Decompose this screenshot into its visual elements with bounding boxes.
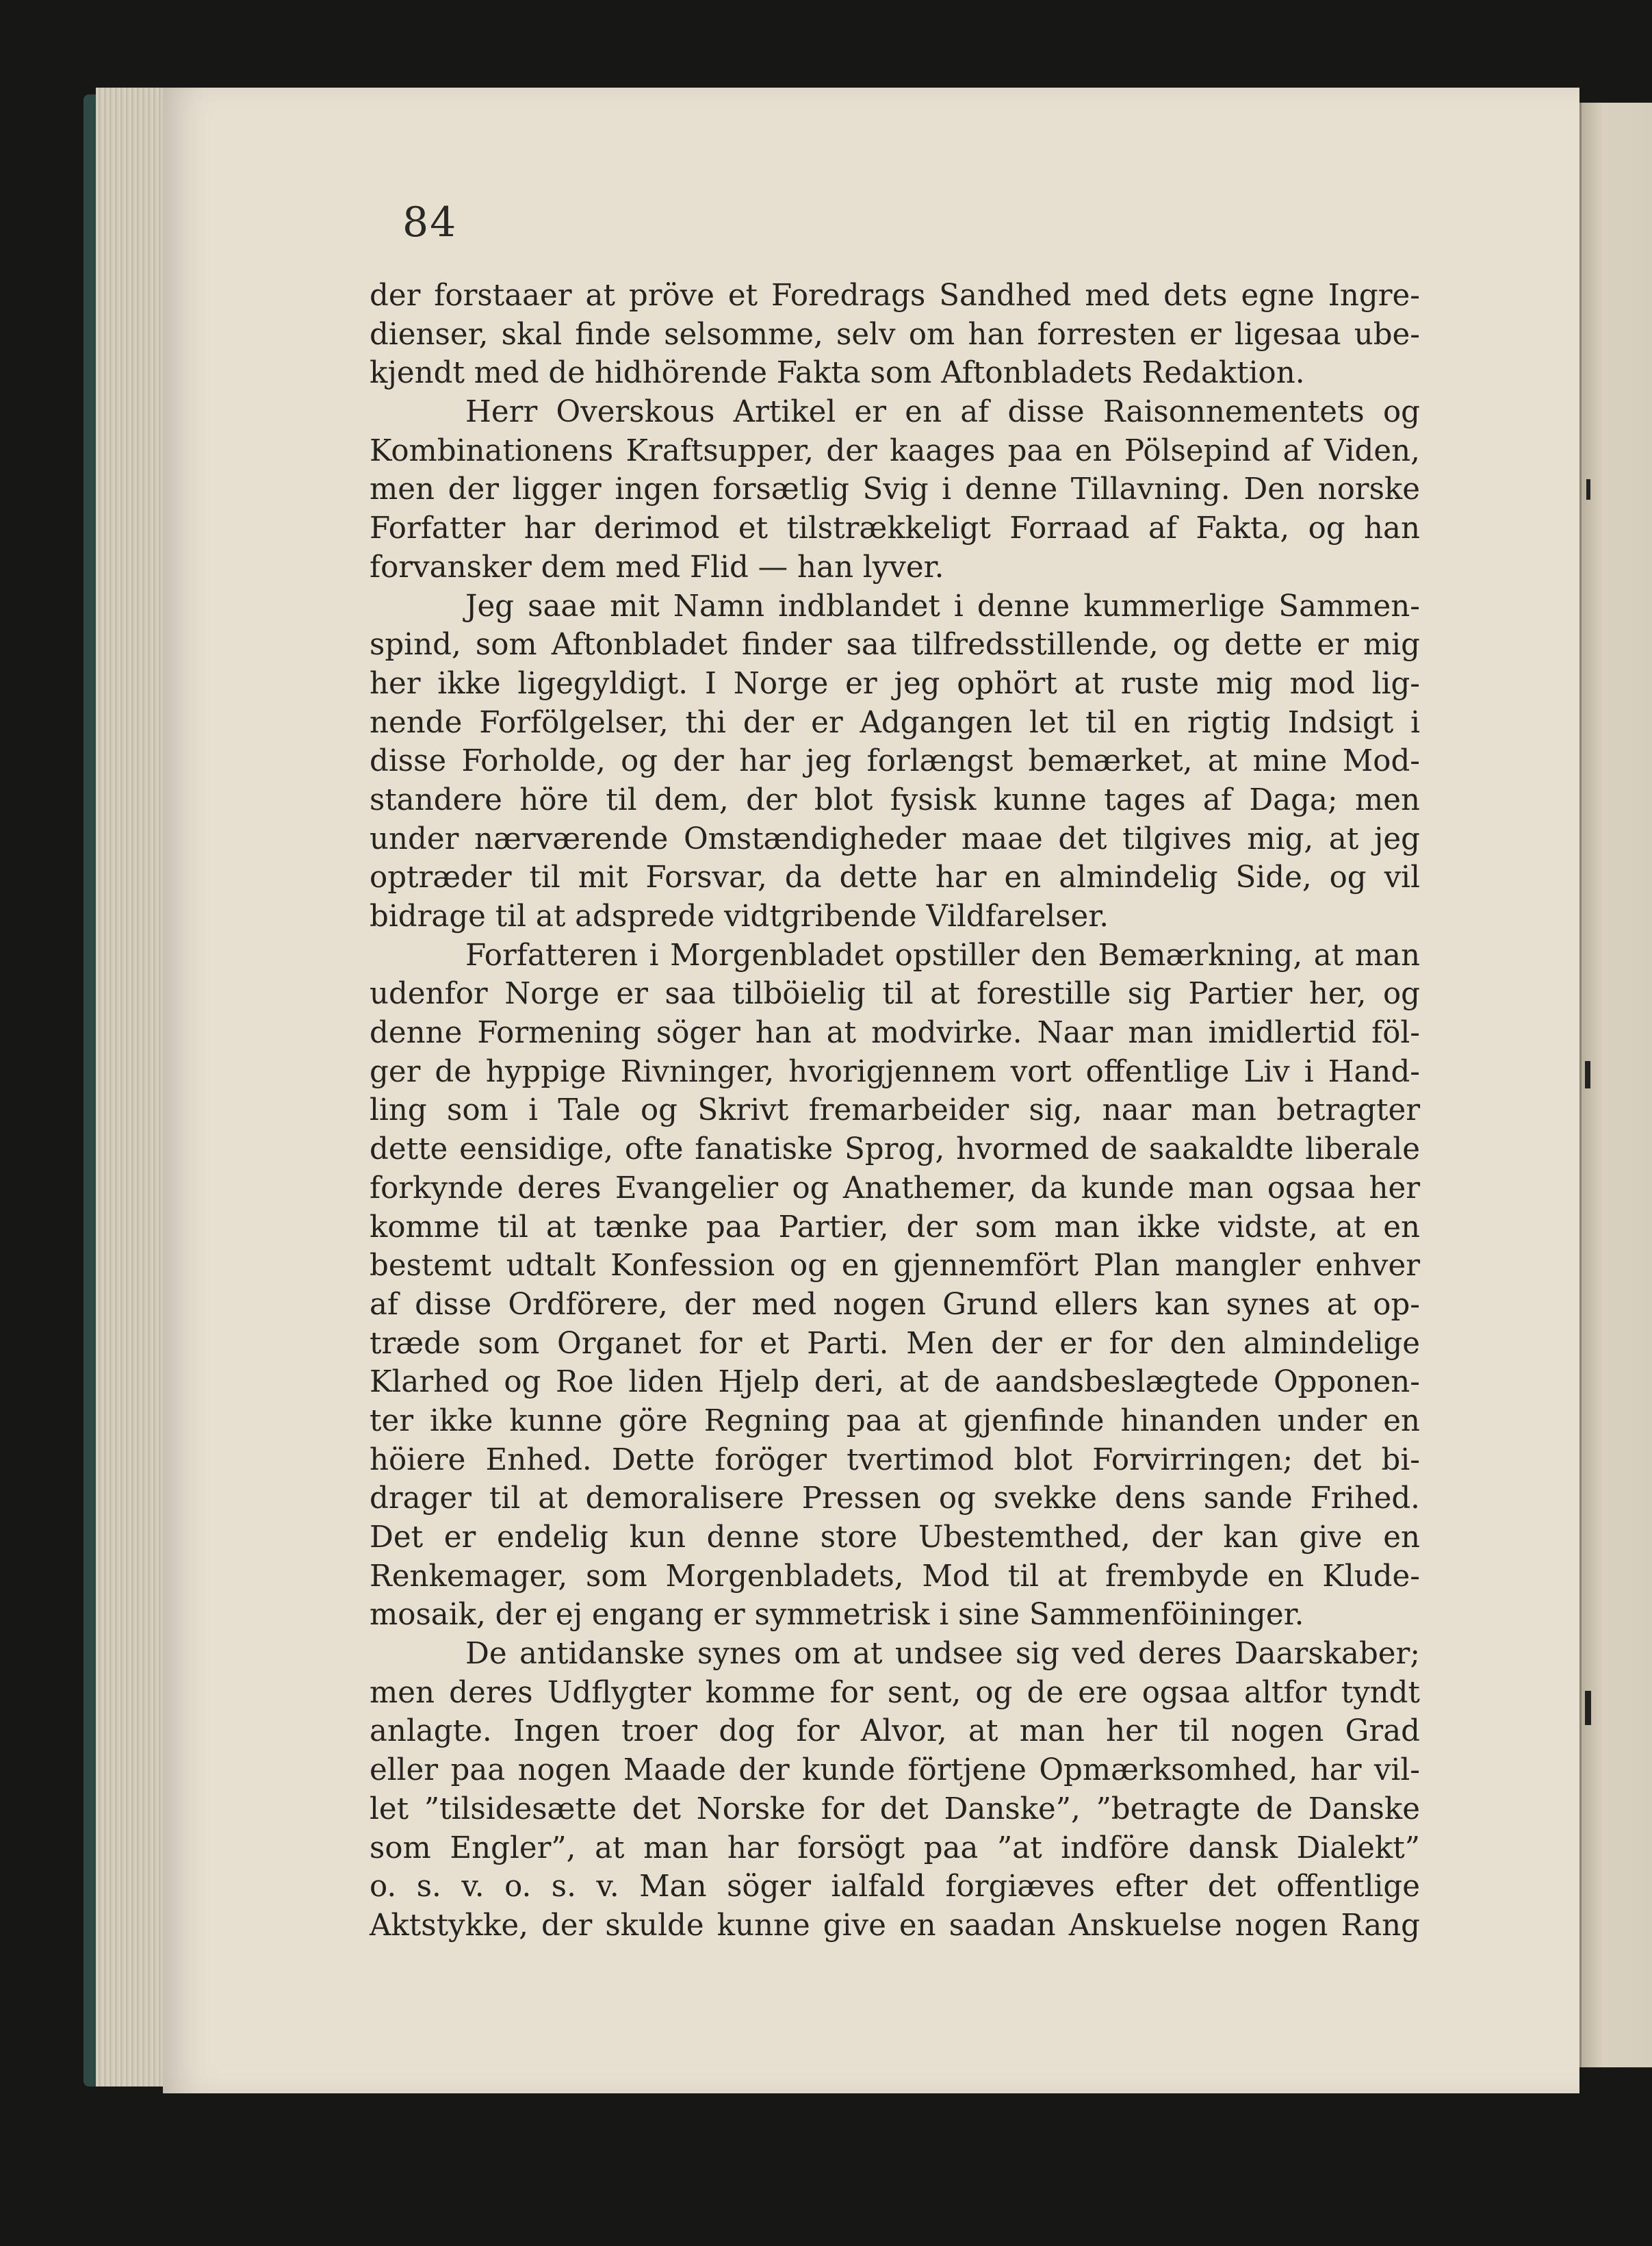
text-line: Klarhed og Roe liden Hjelp deri, at de aandsbeslægtede Opponen- xyxy=(370,1365,1420,1400)
ink-mark xyxy=(1585,1691,1591,1725)
text-line: under nærværende Omstændigheder maae det tilgives mig, at jeg xyxy=(370,821,1420,856)
text-line: denne Formening söger han at modvirke. Naar man imidlertid föl- xyxy=(370,1016,1420,1051)
text-line: ger de hyppige Rivninger, hvorigjennem vort offentlige Liv i Hand- xyxy=(370,1054,1420,1089)
text-line: De antidanske synes om at undsee sig ved deres Daarskaber; xyxy=(465,1637,1420,1672)
text-line: Kombinationens Kraftsupper, der kaages paa en Pölsepind af Viden, xyxy=(370,433,1420,468)
text-line: forkynde deres Evangelier og Anathemer, da kunde man ogsaa her xyxy=(370,1171,1420,1205)
text-line: her ikke ligegyldigt. I Norge er jeg ophört at ruste mig mod lig- xyxy=(370,666,1420,701)
text-line: men deres Udflygter komme for sent, og de ere ogsaa altfor tyndt xyxy=(370,1675,1420,1710)
text-line: som Engler”, at man har forsögt paa ”at indföre dansk Dialekt” xyxy=(370,1830,1420,1865)
ink-mark xyxy=(1586,479,1590,500)
text-line: anlagte. Ingen troer dog for Alvor, at man her til nogen Grad xyxy=(370,1714,1420,1749)
text-line: Herr Overskous Artikel er en af disse Raisonnementets og xyxy=(465,395,1420,430)
text-line: standere höre til dem, der blot fysisk kunne tages af Daga; men xyxy=(370,782,1420,817)
text-line: o. s. v. o. s. v. Man söger ialfald forgiæves efter det offentlige xyxy=(370,1869,1420,1904)
text-line: nende Forfölgelser, thi der er Adgangen let til en rigtig Indsigt i xyxy=(370,705,1420,740)
text-line: drager til at demoralisere Pressen og svekke dens sande Frihed. xyxy=(370,1481,1420,1516)
text-line: höiere Enhed. Dette foröger tvertimod blot Forvirringen; det bi- xyxy=(370,1442,1420,1477)
text-line: disse Forholde, og der har jeg forlængst bemærket, at mine Mod- xyxy=(370,744,1420,779)
text-line: Forfatteren i Morgenbladet opstiller den Bemærkning, at man xyxy=(465,938,1420,973)
text-line: der forstaaer at pröve et Foredrags Sandhed med dets egne Ingre- xyxy=(370,279,1420,313)
text-line: bidrage til at adsprede vidtgribende Vildfarelser. xyxy=(370,899,1109,934)
body-text xyxy=(370,277,1420,1945)
text-line: kjendt med de hidhörende Fakta som Aftonbladets Redaktion. xyxy=(370,356,1305,391)
text-line: ter ikke kunne göre Regning paa at gjenfinde hinanden under en xyxy=(370,1403,1420,1438)
text-line: dette eensidige, ofte fanatiske Sprog, hvormed de saakaldte liberale xyxy=(370,1132,1420,1167)
text-line: let ”tilsidesætte det Norske for det Danske”, ”betragte de Danske xyxy=(370,1791,1420,1826)
text-line: forvansker dem med Flid — han lyver. xyxy=(370,550,944,585)
text-line: af disse Ordförere, der med nogen Grund ellers kan synes at op- xyxy=(370,1287,1420,1322)
text-line: bestemt udtalt Konfession og en gjennemfört Plan mangler enhver xyxy=(370,1249,1420,1284)
ink-mark xyxy=(1585,1061,1590,1088)
text-line: spind, som Aftonbladet finder saa tilfredsstillende, og dette er mig xyxy=(370,628,1420,663)
text-line: optræder til mit Forsvar, da dette har en almindelig Side, og vil xyxy=(370,860,1420,895)
text-line: træde som Organet for et Parti. Men der er for den almindelige xyxy=(370,1326,1420,1361)
page-number: 84 xyxy=(402,199,458,246)
text-line: Renkemager, som Morgenbladets, Mod til at frembyde en Klude- xyxy=(370,1559,1420,1594)
text-line: Aktstykke, der skulde kunne give en saadan Anskuelse nogen Rang xyxy=(370,1908,1420,1943)
text-line: men der ligger ingen forsætlig Svig i denne Tillavning. Den norske xyxy=(370,472,1420,507)
text-line: Det er endelig kun denne store Ubestemthed, der kan give en xyxy=(370,1520,1420,1555)
text-line: Jeg saae mit Namn indblandet i denne kummerlige Sammen- xyxy=(465,589,1420,624)
text-line: udenfor Norge er saa tilböielig til at forestille sig Partier her, og xyxy=(370,977,1420,1012)
text-line: dienser, skal finde selsomme, selv om han forresten er ligesaa ube- xyxy=(370,317,1420,352)
text-line: komme til at tænke paa Partier, der som man ikke vidste, at en xyxy=(370,1210,1420,1245)
text-line: Forfatter har derimod et tilstrækkeligt Forraad af Fakta, og han xyxy=(370,511,1420,546)
text-line: mosaik, der ej engang er symmetrisk i sine Sammenföininger. xyxy=(370,1598,1304,1633)
text-line: eller paa nogen Maade der kunde förtjene Opmærksomhed, har vil- xyxy=(370,1753,1420,1788)
text-line: ling som i Tale og Skrivt fremarbeider sig, naar man betragter xyxy=(370,1093,1420,1128)
